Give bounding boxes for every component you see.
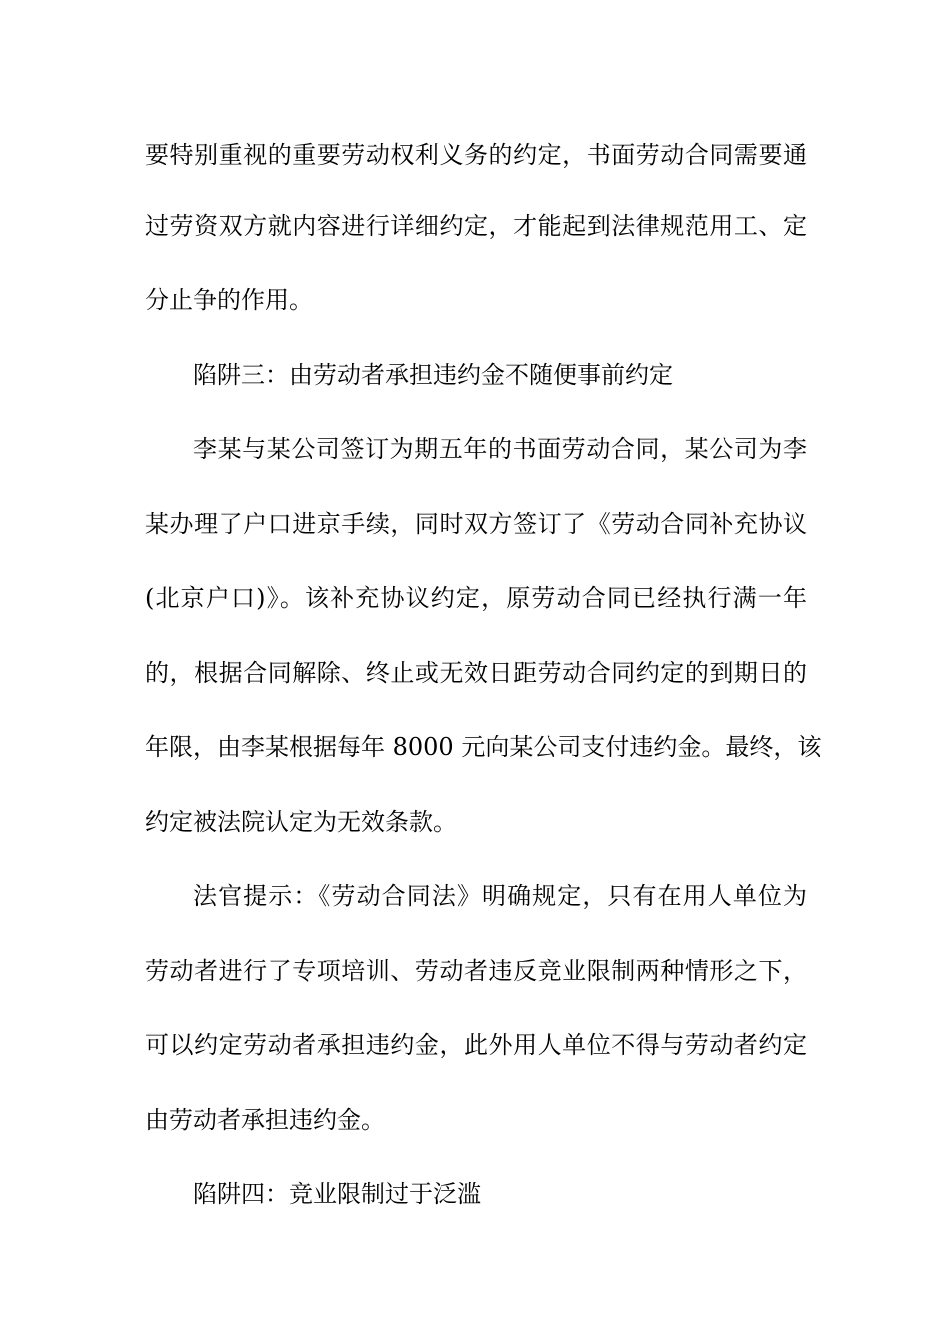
text-line: 过劳资双方就内容进行详细约定，才能起到法律规范用工、定 — [145, 212, 807, 240]
text-line: 由劳动者承担违约金。 — [145, 1106, 385, 1134]
text-line: 要特别重视的重要劳动权利义务的约定，书面劳动合同需要通 — [145, 141, 807, 169]
text-line: 的，根据合同解除、终止或无效日距劳动合同约定的到期日的 — [145, 659, 807, 687]
text-line: 可以约定劳动者承担违约金，此外用人单位不得与劳动者约定 — [145, 1031, 807, 1059]
text-line: 年限，由李某根据每年 8000 元向某公司支付违约金。最终，该 — [145, 733, 822, 761]
text-line: 法官提示：《劳动合同法》明确规定，只有在用人单位为 — [193, 882, 807, 910]
text-line: 某办理了户口进京手续，同时双方签订了《劳动合同补充协议 — [145, 510, 807, 538]
text-line: (北京户口)》。该补充协议约定，原劳动合同已经执行满一年 — [145, 584, 807, 612]
text-line: 劳动者进行了专项培训、劳动者违反竞业限制两种情形之下， — [145, 957, 807, 985]
section-heading: 陷阱三：由劳动者承担违约金不随便事前约定 — [193, 361, 673, 389]
text-line: 李某与某公司签订为期五年的书面劳动合同，某公司为李 — [193, 435, 807, 463]
text-line: 约定被法院认定为无效条款。 — [145, 808, 457, 836]
text-line: 分止争的作用。 — [145, 286, 313, 314]
section-heading: 陷阱四：竞业限制过于泛滥 — [193, 1180, 481, 1208]
